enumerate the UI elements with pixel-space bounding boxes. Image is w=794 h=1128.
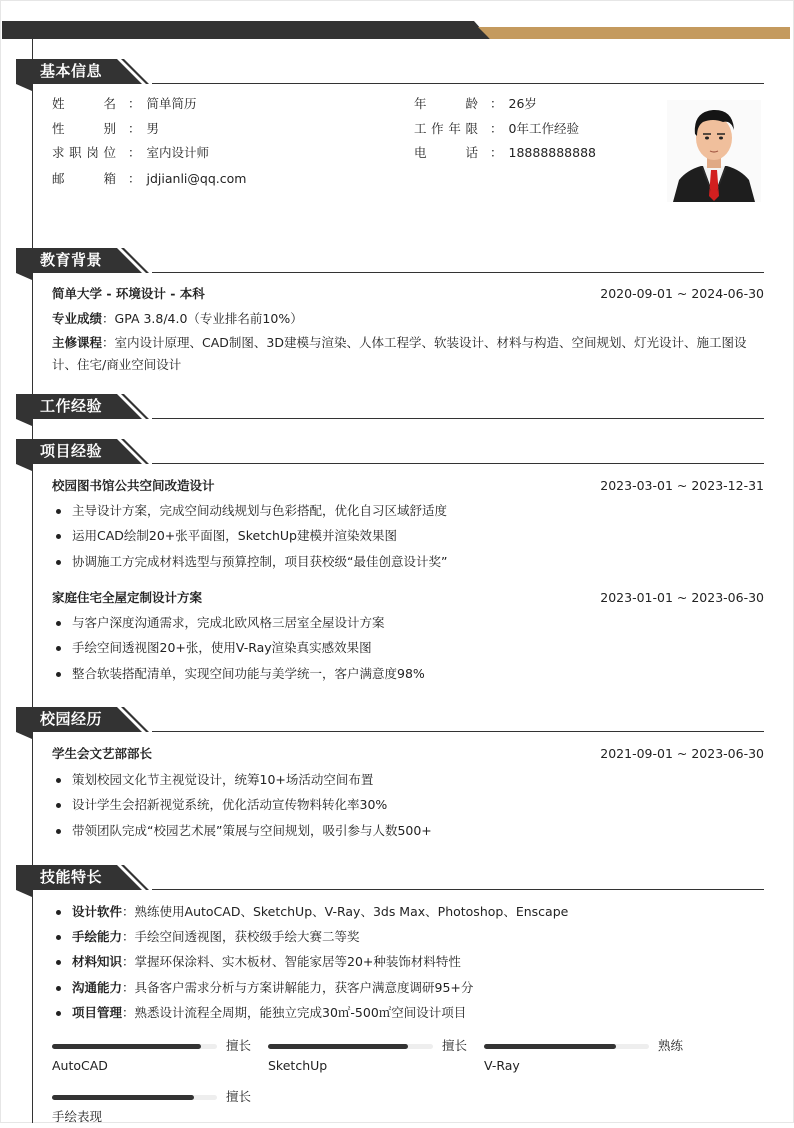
section-divider bbox=[152, 731, 764, 732]
header-fold bbox=[16, 273, 32, 280]
progress-fill bbox=[268, 1044, 408, 1049]
section-title: 工作经验 bbox=[40, 397, 103, 415]
progress-fill bbox=[52, 1044, 201, 1049]
header-fold bbox=[16, 419, 32, 426]
info-value[interactable]: jdjianli@qq.com bbox=[146, 171, 247, 186]
education-courses-cont: 计、住宅/商业空间设计 bbox=[52, 357, 182, 372]
list-item: 带领团队完成“校园艺术展”策展与空间规划，吸引参与人数500+ bbox=[52, 822, 764, 840]
info-label: 年 龄 bbox=[414, 96, 478, 111]
section-header-campus bbox=[16, 707, 764, 737]
section-divider bbox=[152, 463, 764, 464]
skill-bar-vray bbox=[484, 1037, 694, 1077]
skill-level: 熟练 bbox=[658, 1038, 684, 1053]
education-gpa: 专业成绩：GPA 3.8/4.0（专业排名前10%） bbox=[52, 311, 303, 326]
section-divider bbox=[152, 272, 764, 273]
info-label: 邮 箱 bbox=[52, 171, 116, 186]
progress-fill bbox=[52, 1095, 194, 1100]
info-email: 邮 箱 ： jdjianli@qq.com bbox=[52, 171, 247, 186]
info-value: 26岁 bbox=[508, 96, 537, 111]
campus-date: 2021-09-01 ~ 2023-06-30 bbox=[600, 746, 764, 761]
section-header-project bbox=[16, 439, 764, 469]
section-title: 校园经历 bbox=[40, 710, 103, 728]
skill-name: V-Ray bbox=[484, 1058, 520, 1073]
info-name: 姓 名 ： 简单简历 bbox=[52, 96, 197, 111]
project-date: 2023-03-01 ~ 2023-12-31 bbox=[600, 478, 764, 493]
list-item: 整合软装搭配清单，实现空间功能与美学统一，客户满意度98% bbox=[52, 665, 764, 683]
skill-level: 擅长 bbox=[226, 1089, 252, 1104]
info-label: 性 别 bbox=[52, 121, 116, 136]
info-value: 男 bbox=[146, 121, 160, 136]
skill-bar-hand-drawing bbox=[52, 1088, 262, 1128]
campus-title: 学生会文艺部部长 bbox=[52, 746, 153, 761]
education-courses: 主修课程：室内设计原理、CAD制图、3D建模与渲染、人体工程学、软装设计、材料与构造、空间规划、灯光设计、施工图设 bbox=[52, 335, 747, 350]
info-experience-years: 工 作 年 限 ： 0年工作经验 bbox=[414, 121, 579, 136]
education-entry bbox=[52, 285, 764, 303]
skill-level: 擅长 bbox=[442, 1038, 468, 1053]
header-fold bbox=[16, 890, 32, 897]
list-item: 沟通能力：具备客户需求分析与方案讲解能力，获客户满意度调研95+分 bbox=[52, 979, 764, 997]
project-entry bbox=[52, 477, 764, 495]
info-label: 工 作 年 限 bbox=[414, 121, 478, 136]
project-date: 2023-01-01 ~ 2023-06-30 bbox=[600, 590, 764, 605]
list-item: 运用CAD绘制20+张平面图，SketchUp建模并渲染效果图 bbox=[52, 527, 764, 545]
progress-track bbox=[52, 1044, 217, 1049]
header-fold bbox=[16, 464, 32, 471]
avatar bbox=[667, 100, 761, 202]
info-position: 求 职 岗 位 ： 室内设计师 bbox=[52, 145, 210, 160]
info-label: 电 话 bbox=[414, 145, 478, 160]
section-title: 技能特长 bbox=[40, 868, 103, 886]
progress-fill bbox=[484, 1044, 616, 1049]
info-label: 姓 名 bbox=[52, 96, 116, 111]
info-label: 求 职 岗 位 bbox=[52, 145, 116, 160]
section-title: 教育背景 bbox=[40, 251, 103, 269]
section-title: 项目经验 bbox=[40, 442, 103, 460]
project-title: 校园图书馆公共空间改造设计 bbox=[52, 478, 215, 493]
list-item: 项目管理：熟悉设计流程全周期，能独立完成30㎡-500㎡空间设计项目 bbox=[52, 1004, 764, 1022]
left-vertical-rule bbox=[32, 39, 33, 1123]
list-item: 与客户深度沟通需求，完成北欧风格三居室全屋设计方案 bbox=[52, 614, 764, 632]
skill-name: 手绘表现 bbox=[52, 1109, 103, 1124]
avatar-icon bbox=[667, 100, 761, 202]
section-header-education bbox=[16, 248, 764, 278]
list-item: 手绘能力：手绘空间透视图，获校级手绘大赛二等奖 bbox=[52, 928, 764, 946]
section-header-basic bbox=[16, 59, 764, 89]
progress-track bbox=[52, 1095, 217, 1100]
list-item: 设计软件：熟练使用AutoCAD、SketchUp、V-Ray、3ds Max、Photoshop、Enscape bbox=[52, 903, 764, 921]
section-divider bbox=[152, 889, 764, 890]
section-title: 基本信息 bbox=[40, 62, 103, 80]
list-item: 协调施工方完成材料选型与预算控制，项目获校级“最佳创意设计奖” bbox=[52, 553, 764, 571]
section-divider bbox=[152, 83, 764, 84]
progress-track bbox=[268, 1044, 433, 1049]
list-item: 主导设计方案，完成空间动线规划与色彩搭配，优化自习区域舒适度 bbox=[52, 502, 764, 520]
list-item: 设计学生会招新视觉系统，优化活动宣传物料转化率30% bbox=[52, 796, 764, 814]
section-divider bbox=[152, 418, 764, 419]
info-phone: 电 话 ： 18888888888 bbox=[414, 145, 596, 160]
skill-name: AutoCAD bbox=[52, 1058, 108, 1073]
info-gender: 性 别 ： 男 bbox=[52, 121, 160, 136]
header-fold bbox=[16, 84, 32, 91]
header-fold bbox=[16, 732, 32, 739]
education-title: 简单大学 - 环境设计 - 本科 bbox=[52, 286, 205, 301]
skill-name: SketchUp bbox=[268, 1058, 328, 1073]
skill-level: 擅长 bbox=[226, 1038, 252, 1053]
info-value: 0年工作经验 bbox=[508, 121, 579, 136]
list-item: 策划校园文化节主视觉设计，统筹10+场活动空间布置 bbox=[52, 771, 764, 789]
info-value: 室内设计师 bbox=[146, 145, 210, 160]
project-entry bbox=[52, 589, 764, 607]
project-title: 家庭住宅全屋定制设计方案 bbox=[52, 590, 203, 605]
top-gold-banner bbox=[478, 27, 790, 39]
list-item: 材料知识：掌握环保涂料、实木板材、智能家居等20+种装饰材料特性 bbox=[52, 953, 764, 971]
campus-entry bbox=[52, 745, 764, 763]
info-age: 年 龄 ： 26岁 bbox=[414, 96, 537, 111]
section-header-work bbox=[16, 394, 764, 424]
skill-bar-autocad bbox=[52, 1037, 262, 1077]
info-value: 18888888888 bbox=[508, 145, 596, 160]
section-header-skills bbox=[16, 865, 764, 895]
list-item: 手绘空间透视图20+张，使用V-Ray渲染真实感效果图 bbox=[52, 639, 764, 657]
education-date: 2020-09-01 ~ 2024-06-30 bbox=[600, 286, 764, 301]
info-value: 简单简历 bbox=[146, 96, 197, 111]
skill-bar-sketchup bbox=[268, 1037, 478, 1077]
top-dark-banner bbox=[2, 21, 490, 39]
progress-track bbox=[484, 1044, 649, 1049]
